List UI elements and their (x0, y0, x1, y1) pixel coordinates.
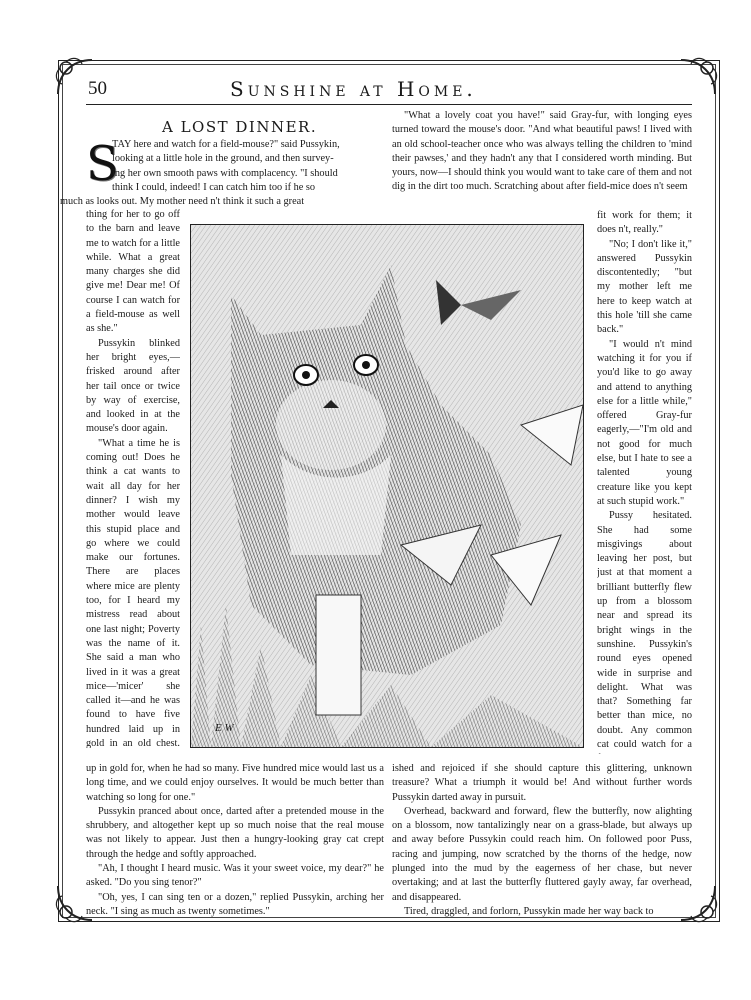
intro-line: think I could, indeed! I can catch him too if he so (112, 181, 316, 193)
left-column (86, 208, 180, 748)
intro-line: looking at a little hole in the ground, and then survey- (112, 153, 334, 165)
intro-line: ing her own smooth paws with complacency. "I should (112, 167, 338, 179)
corner-ornament-icon (675, 54, 721, 100)
drop-cap: S (86, 136, 119, 192)
paragraph: Tired, draggled, and forlorn, Pussykin made her way back to (404, 905, 654, 917)
paragraph: fit work for them; it does n't, really." (597, 210, 692, 236)
paragraph: "Oh, yes, I can sing ten or a dozen," replied Pussykin, arching her neck. "I sing as much as twenty sometimes." (86, 891, 384, 917)
top-right-column (392, 109, 692, 195)
intro-block (60, 136, 384, 209)
running-title: Sunshine at Home. (230, 77, 477, 101)
paragraph: ished and rejoiced if she should capture this glittering, unknown treasure? What a triumph it would be! And without further words Pussykin darted away in pursuit. (392, 763, 692, 803)
page-number: 50 (88, 78, 107, 99)
paragraph: "What a lovely coat you have!" said Gray-fur, with longing eyes turned toward the mouse's door. "And what beautiful paws! I lived with an old school-teacher once who was always telling the children to 'mind their pawses,' and they hadn't any that I considered worth minding. But yours, now—I should think you would want to take care of them and not dig in the dirt too much. Scratching about after field-mice does n't seem (392, 110, 692, 193)
paragraph: "I would n't mind watching it for you if you'd like to go away and attend to anything else for a little while," offered Gray-fur eagerly,—"I'm old and not good for much else, but I hate to see a talented young creature like you kept at such stupid work." (597, 338, 692, 507)
paragraph: thing for her to go off to the barn and leave me to watch for a little while. What a great many charges she did give me! Dear me! Of course I can watch for a field-mouse as well as she." (86, 209, 180, 335)
paragraph: Pussykin pranced about once, darted after a pretended mouse in the shrubbery, and altogether kept up so much noise that the real mouse was not likely to appear. Just then a hungry-looking gray cat crept through the hedge and softly approached. (86, 805, 384, 860)
bottom-left-column (86, 762, 384, 919)
bottom-right-column (392, 762, 692, 919)
paragraph: "Ah, I thought I heard music. Was it your sweet voice, my dear?" he asked. "Do you sing tenor?" (86, 863, 384, 889)
paragraph: "What a time he is coming out! Does he think a cat wants to wait all day for her dinner? I wish my mother would leave this stupid place and go where we could make our fortunes. There are places where mice are plenty too, for I heard my mistress read about one last night; Poverty was the name of it. She said a man who lived in it was a great mice—'micer' she called it—and he was found to have five hundred laid up in gold in an old chest. (86, 437, 180, 748)
kitten-engraving-icon (191, 225, 583, 747)
paragraph: "No; I don't like it," answered Pussykin discontentedly; "but my mother left me here to keep watch at this hole 'till she came back." (597, 238, 692, 336)
paragraph: up in gold for, when he had so many. Five hundred mice would last us a long time, and we could enjoy ourselves. It would be much better than watching so long for one." (86, 763, 384, 803)
paragraph: Overhead, backward and forward, flew the butterfly, now alighting on a blossom, now tantalizingly near on a grass-blade, but always up and away before Pussykin could reach him. On followed poor Puss, racing and jumping, now scratched by the thorns of the hedge, now plunged into the mud by the eagerness of her chase, but never overtaking; and at last the butterfly fluttered gayly away, far overhead, and disappeared. (392, 805, 692, 903)
engraver-signature: E W (215, 722, 234, 734)
intro-line: much as looks out. My mother need n't think it such a great (60, 196, 305, 208)
header-rule (86, 104, 692, 105)
kitten-illustration (190, 224, 584, 748)
story-title: A LOST DINNER. (162, 118, 318, 136)
paragraph: Pussy hesitated. She had some misgivings about leaving her post, but just at that moment a brilliant butterfly flew up from a blossom near and spread its bright wings in the sunshine. Pussykin's round eyes opened wide in surprise and delight. What was that? Something far better than mice, no doubt. Any common cat could watch for a (597, 510, 692, 750)
paragraph: Pussykin blinked her bright eyes,—frisked around after her tail once or twice by way of exercise, and looked in at the mouse's door again. (86, 337, 180, 435)
right-column (597, 209, 692, 754)
intro-line: TAY here and watch for a field-mouse?" said Pussykin, (112, 139, 340, 150)
